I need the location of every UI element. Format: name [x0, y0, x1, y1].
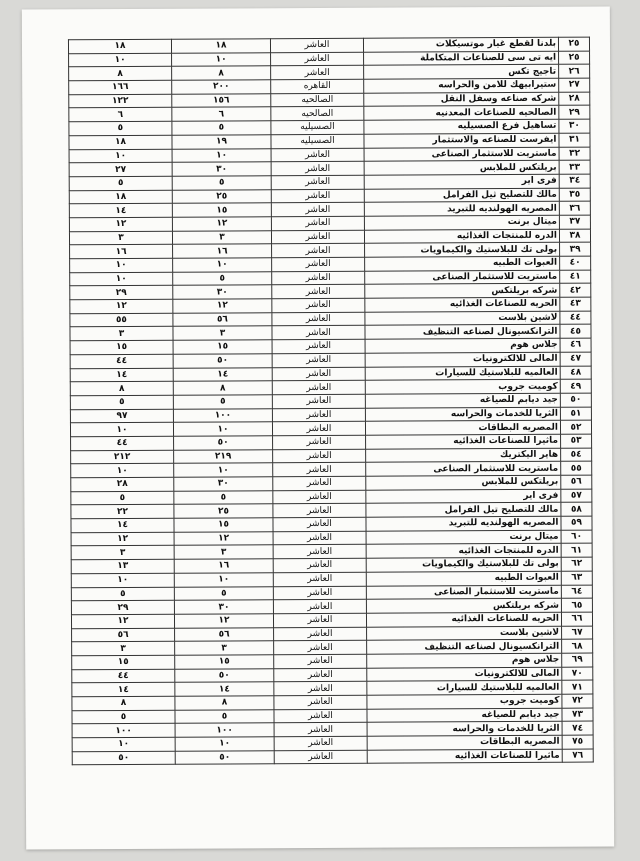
location-cell: العاشر: [272, 257, 365, 271]
location-cell: العاشر: [271, 230, 364, 244]
row-number-cell: ٥٠: [560, 393, 591, 407]
location-cell: العاشر: [273, 504, 366, 518]
company-name-cell: المصريه البطاقات: [365, 420, 560, 435]
count-required-cell: ١٥: [173, 340, 272, 354]
company-name-cell: العبوات الطبيه: [365, 256, 560, 271]
count-required-cell: ٣: [174, 545, 273, 559]
count-actual-cell: ٨: [70, 381, 173, 395]
company-name-cell: لاشين بلاست: [365, 311, 560, 326]
count-actual-cell: ٢٧: [69, 162, 172, 176]
count-required-cell: ٥: [173, 271, 272, 285]
count-actual-cell: ٤٤: [70, 354, 173, 368]
company-name-cell: المصريه الهولنديه للتبريد: [364, 201, 559, 216]
location-cell: العاشر: [274, 640, 367, 654]
location-cell: العاشر: [272, 353, 365, 367]
count-required-cell: ٢٥: [172, 189, 271, 203]
company-name-cell: ايفرست للصناعه والاستثمار: [364, 133, 559, 148]
count-actual-cell: ١٤: [69, 204, 172, 218]
count-required-cell: ١٠٠: [173, 408, 272, 422]
count-required-cell: ١٠: [175, 737, 274, 751]
count-actual-cell: ١٢٢: [69, 94, 172, 108]
count-actual-cell: ٥: [71, 587, 174, 601]
location-cell: العاشر: [271, 203, 364, 217]
count-required-cell: ١٥: [172, 203, 271, 217]
count-actual-cell: ١٦: [70, 245, 173, 259]
count-required-cell: ٢٠٠: [172, 80, 271, 94]
count-actual-cell: ١٤: [71, 518, 174, 532]
count-actual-cell: ١٠: [70, 258, 173, 272]
company-name-cell: بولى تك للبلاستيك والكيماويات: [366, 557, 561, 572]
row-number-cell: ٣١: [559, 133, 590, 147]
count-actual-cell: ٣: [69, 231, 172, 245]
row-number-cell: ٣٤: [559, 174, 590, 188]
count-required-cell: ١٢: [174, 614, 273, 628]
count-actual-cell: ٥٥: [70, 313, 173, 327]
location-cell: العاشر: [273, 558, 366, 572]
count-actual-cell: ١٢: [71, 614, 174, 628]
table-row: [72, 749, 593, 765]
location-cell: العاشر: [271, 189, 364, 203]
row-number-cell: ٣٩: [560, 242, 591, 256]
location-cell: العاشر: [272, 394, 365, 408]
count-actual-cell: ١٠: [69, 149, 172, 163]
row-number-cell: ٥٧: [561, 489, 592, 503]
row-number-cell: ٤٣: [560, 297, 591, 311]
count-actual-cell: ١٢: [70, 299, 173, 313]
company-name-cell: الصالحيه للصناعات المعدنيه: [364, 106, 559, 121]
location-cell: العاشر: [273, 517, 366, 531]
count-actual-cell: ٨: [72, 696, 175, 710]
row-number-cell: ٧٤: [562, 721, 593, 735]
location-cell: العاشر: [274, 736, 367, 750]
count-actual-cell: ١٢: [69, 217, 172, 231]
location-cell: العاشر: [274, 654, 367, 668]
company-name-cell: الثريا للخدمات والحراسه: [365, 407, 560, 422]
count-required-cell: ١٥: [175, 655, 274, 669]
count-required-cell: ١٦: [174, 559, 273, 573]
company-name-cell: مالك للتصليح ثيل الفرامل: [364, 188, 559, 203]
location-cell: العاشر: [272, 285, 365, 299]
count-required-cell: ١٦: [173, 244, 272, 258]
count-required-cell: ١٥: [174, 518, 273, 532]
location-cell: الصالحيه: [271, 93, 364, 107]
company-name-cell: شركه بريلتكس: [366, 598, 561, 613]
count-actual-cell: ١٨: [69, 135, 172, 149]
count-required-cell: ١٠: [174, 573, 273, 587]
count-actual-cell: ١٠: [71, 464, 174, 478]
location-cell: العاشر: [273, 599, 366, 613]
location-cell: العاشر: [273, 586, 366, 600]
row-number-cell: ٧١: [562, 680, 593, 694]
location-cell: العاشر: [273, 476, 366, 490]
company-name-cell: جلاس هوم: [365, 338, 560, 353]
location-cell: العاشر: [272, 408, 365, 422]
company-name-cell: ماستريت للاستثمار الصناعى: [364, 147, 559, 162]
location-cell: العاشر: [274, 627, 367, 641]
location-cell: العاشر: [271, 66, 364, 80]
company-name-cell: الحريه للصناعات الغذائيه: [365, 297, 560, 312]
location-cell: العاشر: [274, 682, 367, 696]
row-number-cell: ٢٥: [559, 51, 590, 65]
company-name-cell: الحريه للصناعات الغذائيه: [366, 612, 561, 627]
row-number-cell: ٣٨: [559, 229, 590, 243]
row-number-cell: ٣٥: [559, 188, 590, 202]
location-cell: العاشر: [271, 175, 364, 189]
company-name-cell: جلاس هوم: [367, 653, 562, 668]
location-cell: العاشر: [273, 613, 366, 627]
count-actual-cell: ١٠: [69, 53, 172, 67]
company-name-cell: بريلتكس للملابس: [366, 475, 561, 490]
location-cell: العاشر: [272, 367, 365, 381]
count-required-cell: ١٢: [172, 217, 271, 231]
count-required-cell: ٥٠: [175, 668, 274, 682]
company-name-cell: ميتال برنت: [364, 215, 559, 230]
row-number-cell: ٣٦: [559, 201, 590, 215]
count-required-cell: ٣٠: [172, 162, 271, 176]
count-actual-cell: ٨: [69, 67, 172, 81]
company-name-cell: ماستريت للاستثمار الصناعى: [366, 585, 561, 600]
row-number-cell: ٤٤: [560, 311, 591, 325]
row-number-cell: ٥١: [560, 407, 591, 421]
company-name-cell: كوميت جروب: [367, 694, 562, 709]
location-cell: العاشر: [273, 531, 366, 545]
count-required-cell: ٣٠: [173, 285, 272, 299]
count-actual-cell: ١٠: [70, 272, 173, 286]
company-name-cell: ماثيرا للصناعات الغذائيه: [367, 749, 562, 764]
company-name-cell: ستيرابيهك للامن والحراسه: [364, 78, 559, 93]
location-cell: العاشر: [273, 545, 366, 559]
row-number-cell: ٦٠: [561, 530, 592, 544]
count-required-cell: ١٢: [173, 299, 272, 313]
row-number-cell: ٦١: [561, 544, 592, 558]
row-number-cell: ٢٦: [559, 64, 590, 78]
row-number-cell: ٤٢: [560, 283, 591, 297]
count-required-cell: ٥٦: [173, 312, 272, 326]
count-required-cell: ١٠: [173, 258, 272, 272]
row-number-cell: ٤٦: [560, 338, 591, 352]
count-required-cell: ٥: [174, 490, 273, 504]
document-page: [22, 6, 614, 849]
count-required-cell: ١٠: [172, 52, 271, 66]
count-required-cell: ٨: [175, 696, 274, 710]
location-cell: العاشر: [271, 148, 364, 162]
company-name-cell: العالميه للبلاستيك للسيارات: [367, 681, 562, 696]
location-cell: العاشر: [274, 695, 367, 709]
count-actual-cell: ١٨: [68, 39, 171, 53]
company-name-cell: المالى للالكترونيات: [367, 667, 562, 682]
location-cell: العاشر: [273, 463, 366, 477]
location-cell: الصسيليه: [271, 120, 364, 134]
row-number-cell: ٤٠: [560, 256, 591, 270]
count-required-cell: ١٠٠: [175, 723, 274, 737]
count-required-cell: ٣: [173, 326, 272, 340]
count-actual-cell: ١٢: [71, 532, 174, 546]
company-name-cell: هاير اليكتريك: [366, 448, 561, 463]
count-actual-cell: ٥: [69, 121, 172, 135]
location-cell: العاشر: [274, 750, 367, 764]
count-actual-cell: ٦: [69, 108, 172, 122]
count-required-cell: ٣: [172, 230, 271, 244]
company-name-cell: بريلتكس للملابس: [364, 160, 559, 175]
row-number-cell: ٥٨: [561, 502, 592, 516]
location-cell: العاشر: [273, 449, 366, 463]
row-number-cell: ٣٢: [559, 147, 590, 161]
company-name-cell: الترانكسيونال لصناعه التنظيف: [367, 639, 562, 654]
location-cell: القاهره: [271, 79, 364, 93]
location-cell: العاشر: [272, 326, 365, 340]
location-cell: العاشر: [273, 572, 366, 586]
row-number-cell: ٢٩: [559, 106, 590, 120]
company-name-cell: جيد ديابم للصياغه: [367, 708, 562, 723]
count-required-cell: ٨: [172, 66, 271, 80]
row-number-cell: ٢٨: [559, 92, 590, 106]
count-required-cell: ٢١٩: [174, 449, 273, 463]
company-name-cell: لاشين بلاست: [367, 626, 562, 641]
count-actual-cell: ٥: [72, 710, 175, 724]
count-required-cell: ١٠: [172, 148, 271, 162]
location-cell: العاشر: [272, 244, 365, 258]
count-actual-cell: ٣: [71, 546, 174, 560]
count-actual-cell: ١٠٠: [72, 724, 175, 738]
count-required-cell: ٣: [175, 641, 274, 655]
count-required-cell: ٨: [173, 381, 272, 395]
count-actual-cell: ١٤: [70, 368, 173, 382]
company-name-cell: شركه صناعه وسفل النقل: [364, 92, 559, 107]
row-number-cell: ٣٠: [559, 119, 590, 133]
row-number-cell: ٣٣: [559, 160, 590, 174]
count-actual-cell: ٣: [70, 327, 173, 341]
row-number-cell: ٧٠: [562, 667, 593, 681]
row-number-cell: ٦٩: [562, 653, 593, 667]
count-actual-cell: ٢٨: [71, 477, 174, 491]
company-name-cell: فرى اير: [366, 489, 561, 504]
row-number-cell: ٢٥: [558, 37, 589, 51]
row-number-cell: ٢٧: [559, 78, 590, 92]
row-number-cell: ٥٥: [561, 461, 592, 475]
count-required-cell: ٥: [172, 121, 271, 135]
row-number-cell: ٥٢: [560, 420, 591, 434]
row-number-cell: ٦٨: [562, 639, 593, 653]
count-actual-cell: ٥٦: [72, 628, 175, 642]
count-actual-cell: ٥: [69, 176, 172, 190]
location-cell: العاشر: [272, 339, 365, 353]
location-cell: العاشر: [271, 216, 364, 230]
location-cell: العاشر: [272, 271, 365, 285]
count-required-cell: ١٤: [173, 367, 272, 381]
company-name-cell: الترانكسيونال لصناعه التنظيف: [365, 325, 560, 340]
location-cell: العاشر: [272, 298, 365, 312]
count-actual-cell: ٤٤: [71, 436, 174, 450]
count-actual-cell: ١٥: [72, 655, 175, 669]
company-name-cell: ميتال برنت: [366, 530, 561, 545]
company-name-cell: المصريه الهولنديه للتبريد: [366, 516, 561, 531]
company-name-cell: تاجيج تكس: [364, 65, 559, 80]
company-name-cell: تساهيل فرع الصسيليه: [364, 119, 559, 134]
count-actual-cell: ١٤: [72, 683, 175, 697]
count-actual-cell: ٢٢: [71, 505, 174, 519]
company-name-cell: المصريه البطاقات: [367, 735, 562, 750]
row-number-cell: ٦٥: [561, 598, 592, 612]
count-required-cell: ١٤: [175, 682, 274, 696]
row-number-cell: ٦٧: [562, 626, 593, 640]
count-actual-cell: ١٥: [70, 340, 173, 354]
row-number-cell: ٦٤: [561, 585, 592, 599]
location-cell: العاشر: [271, 161, 364, 175]
companies-table-body: [68, 37, 593, 765]
count-required-cell: ٥: [173, 395, 272, 409]
count-required-cell: ١٨: [171, 39, 270, 53]
location-cell: العاشر: [272, 422, 365, 436]
row-number-cell: ٧٢: [562, 694, 593, 708]
company-name-cell: مالك للتصليح تيل الفرامل: [366, 503, 561, 518]
company-name-cell: شركه بريلتكس: [365, 284, 560, 299]
row-number-cell: ٧٥: [562, 735, 593, 749]
count-actual-cell: ٤٤: [72, 669, 175, 683]
row-number-cell: ٣٧: [559, 215, 590, 229]
count-required-cell: ٥: [174, 586, 273, 600]
count-required-cell: ١٥٦: [172, 93, 271, 107]
row-number-cell: ٥٤: [561, 448, 592, 462]
row-number-cell: ٤٧: [560, 352, 591, 366]
company-name-cell: بولى تك للبلاستيك والكيماويات: [365, 243, 560, 258]
row-number-cell: ٧٣: [562, 708, 593, 722]
count-required-cell: ١٩: [172, 135, 271, 149]
company-name-cell: ماستريت للاستثمار الصناعى: [365, 270, 560, 285]
count-required-cell: ٥٠: [173, 354, 272, 368]
count-required-cell: ٥٠: [174, 436, 273, 450]
count-actual-cell: ٢٩: [70, 286, 173, 300]
count-required-cell: ١٠: [174, 463, 273, 477]
count-required-cell: ٥٦: [175, 627, 274, 641]
count-actual-cell: ٥: [70, 395, 173, 409]
row-number-cell: ٦٣: [561, 571, 592, 585]
count-actual-cell: ٥: [71, 491, 174, 505]
location-cell: العاشر: [273, 435, 366, 449]
location-cell: العاشر: [270, 38, 363, 52]
row-number-cell: ٥٣: [561, 434, 592, 448]
location-cell: العاشر: [272, 380, 365, 394]
row-number-cell: ٥٩: [561, 516, 592, 530]
location-cell: الصالحيه: [271, 107, 364, 121]
row-number-cell: ٤٥: [560, 325, 591, 339]
count-actual-cell: ١٠: [71, 573, 174, 587]
company-name-cell: الدره للمنتجات الغذائيه: [366, 544, 561, 559]
row-number-cell: ٤٨: [560, 366, 591, 380]
location-cell: الصسيليه: [271, 134, 364, 148]
row-number-cell: ٦٢: [561, 557, 592, 571]
location-cell: العاشر: [272, 312, 365, 326]
location-cell: العاشر: [274, 709, 367, 723]
location-cell: العاشر: [273, 490, 366, 504]
company-name-cell: ماثيرا للصناعات الغذائيه: [366, 434, 561, 449]
company-name-cell: ايه تى سى للصناعات المتكاملة: [364, 51, 559, 66]
count-actual-cell: ١٦٦: [69, 80, 172, 94]
row-number-cell: ٦٦: [561, 612, 592, 626]
company-name-cell: العبوات الطبيه: [366, 571, 561, 586]
company-name-cell: العالميه للبلاستيك للسيارات: [365, 366, 560, 381]
company-name-cell: بلدنا لقطع غيار موتسيكلات: [363, 37, 558, 52]
count-required-cell: ٥: [172, 176, 271, 190]
count-actual-cell: ٥٠: [72, 751, 175, 765]
count-required-cell: ٥: [175, 709, 274, 723]
location-cell: العاشر: [271, 52, 364, 66]
company-name-cell: الدره للمنتجات الغذائيه: [364, 229, 559, 244]
count-actual-cell: ٣: [72, 642, 175, 656]
count-required-cell: ١٢: [174, 531, 273, 545]
count-actual-cell: ٢١٢: [71, 450, 174, 464]
company-name-cell: جيد ديابم للصياغه: [365, 393, 560, 408]
location-cell: العاشر: [274, 668, 367, 682]
count-actual-cell: ١٨: [69, 190, 172, 204]
company-name-cell: ماستريت للاستثمار الصناعى: [366, 462, 561, 477]
company-name-cell: كوميت جروب: [365, 379, 560, 394]
count-required-cell: ٢٥: [174, 504, 273, 518]
count-actual-cell: ١٠: [70, 423, 173, 437]
companies-table: [68, 37, 594, 766]
count-actual-cell: ٩٧: [70, 409, 173, 423]
row-number-cell: ٤١: [560, 270, 591, 284]
row-number-cell: ٤٩: [560, 379, 591, 393]
count-required-cell: ١٠: [173, 422, 272, 436]
count-actual-cell: ١٠: [72, 737, 175, 751]
count-required-cell: ٣٠: [174, 477, 273, 491]
company-name-cell: فرى اير: [364, 174, 559, 189]
count-actual-cell: ٢٩: [71, 600, 174, 614]
count-actual-cell: ١٣: [71, 559, 174, 573]
company-name-cell: المالى للالكترونيات: [365, 352, 560, 367]
location-cell: العاشر: [274, 723, 367, 737]
row-number-cell: ٥٦: [561, 475, 592, 489]
count-required-cell: ٥٠: [175, 750, 274, 764]
count-required-cell: ٦: [172, 107, 271, 121]
company-name-cell: الثريا للخدمات والحراسه: [367, 722, 562, 737]
row-number-cell: ٧٦: [562, 749, 593, 763]
count-required-cell: ٣٠: [174, 600, 273, 614]
